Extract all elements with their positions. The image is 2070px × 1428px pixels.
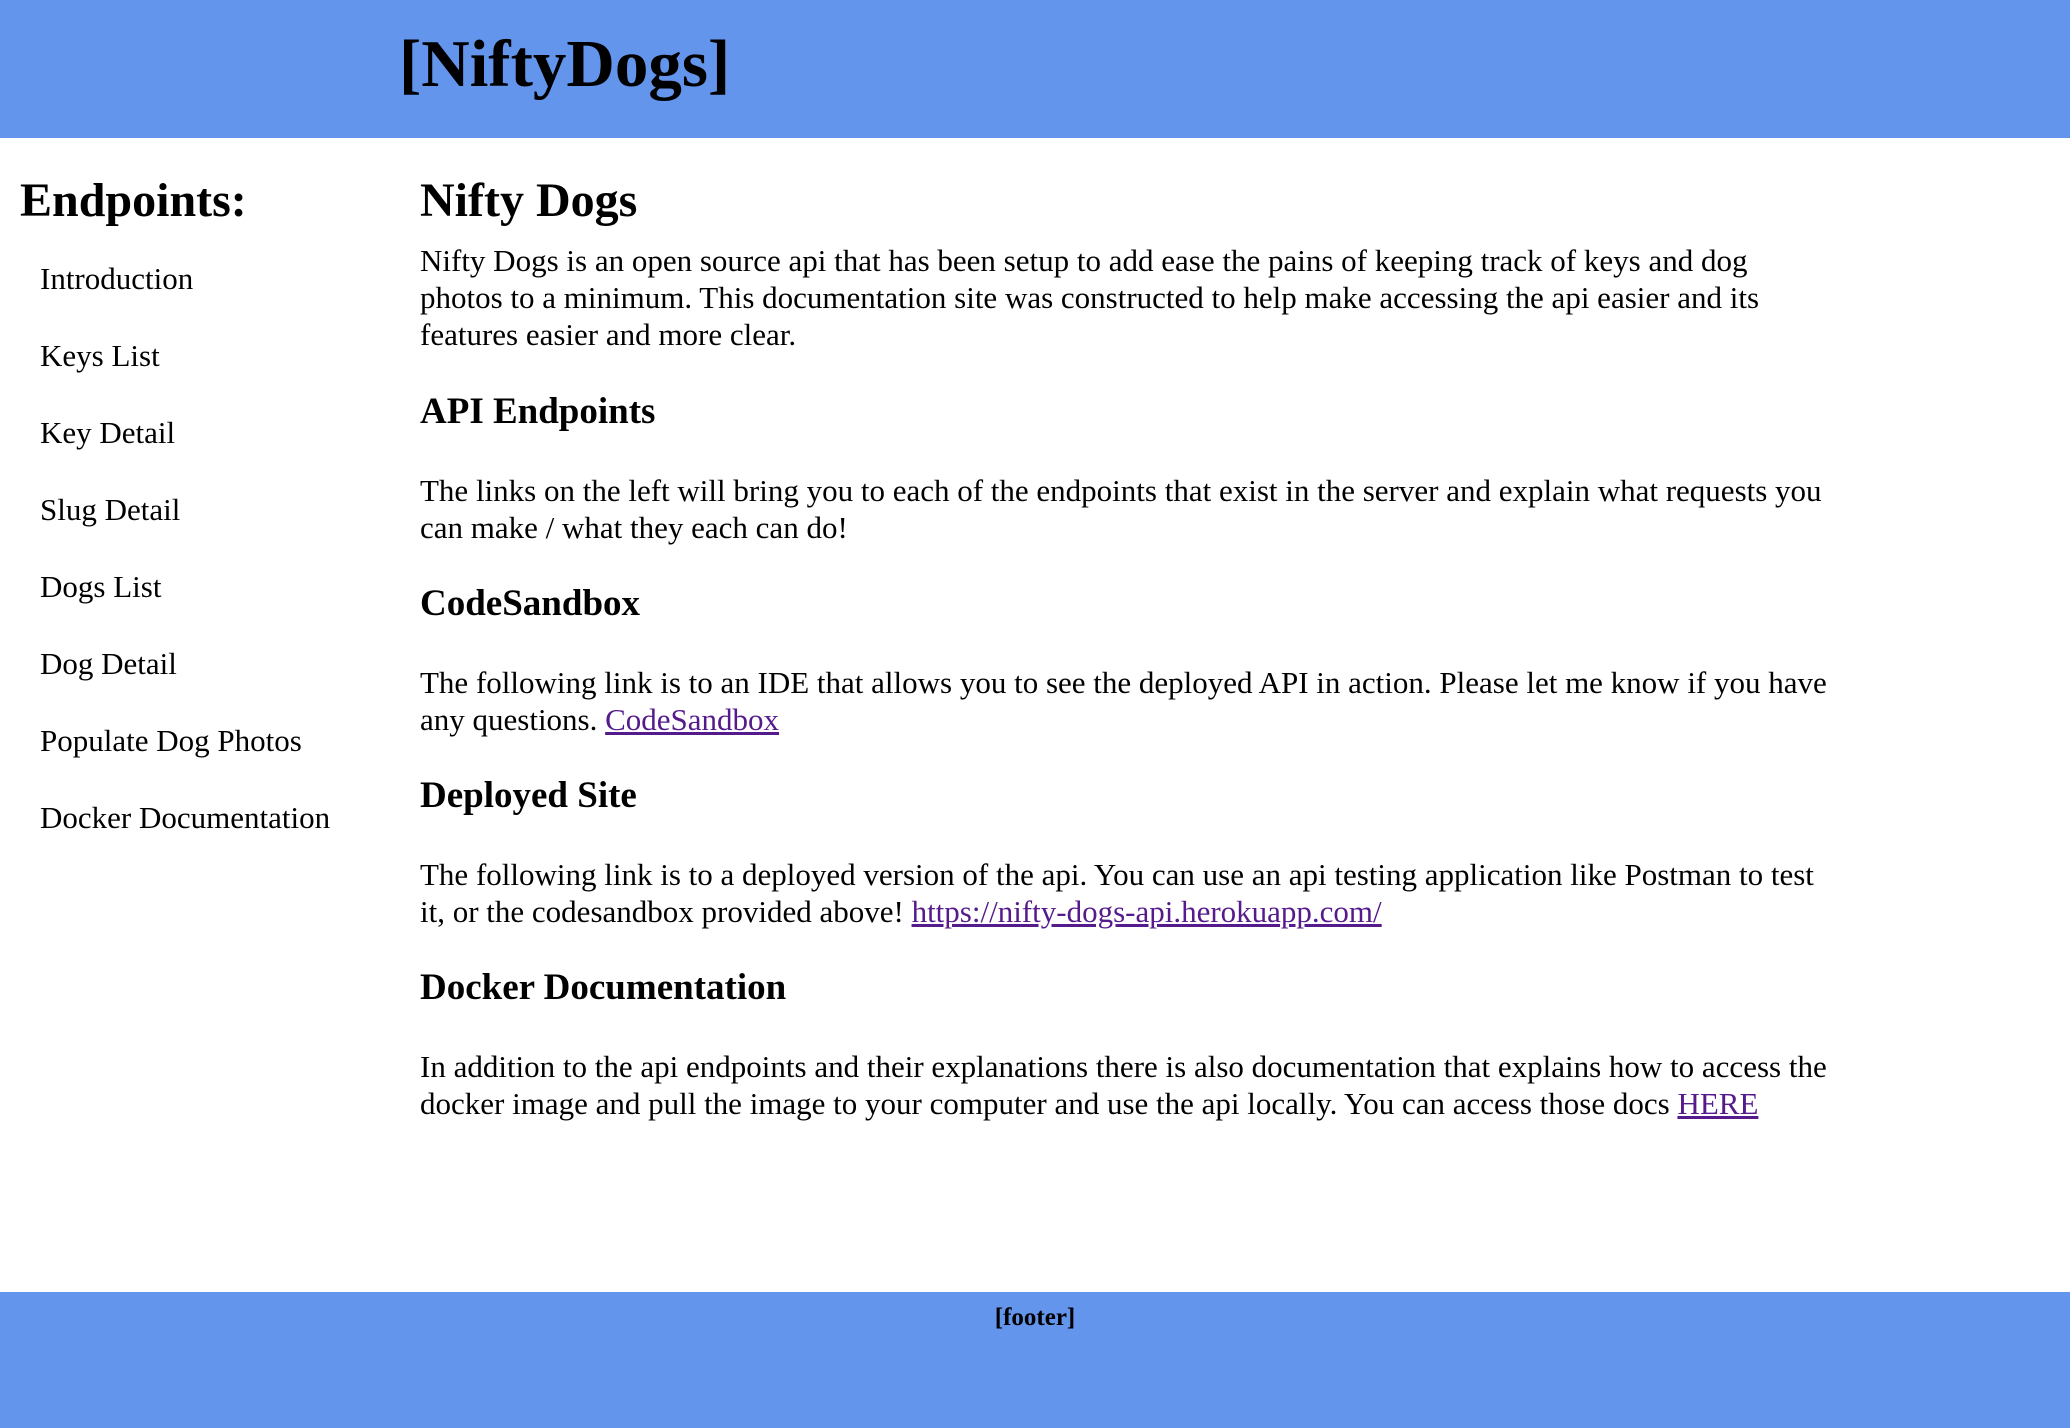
- section-text-codesandbox: [420, 664, 1830, 738]
- section-heading-deployed-site: Deployed Site: [420, 775, 637, 816]
- section-text-deployed-site: [420, 856, 1830, 930]
- section-text: In addition to the api endpoints and their explanations there is also documentation that explains how to access the docker image and pull the image to your computer and use the api locally. You can access those docs: [420, 1049, 1827, 1121]
- section-text-api-endpoints: [420, 472, 1830, 546]
- footer-text: [footer]: [994, 1304, 1076, 1331]
- sidebar-item-dog-detail[interactable]: Dog Detail: [40, 646, 177, 681]
- page-title: Nifty Dogs: [420, 174, 638, 227]
- section-heading-docker-documentation: Docker Documentation: [420, 967, 787, 1008]
- section-heading-api-endpoints: API Endpoints: [420, 391, 656, 432]
- section-heading-codesandbox: CodeSandbox: [420, 583, 641, 624]
- sidebar-item-docker-documentation[interactable]: Docker Documentation: [40, 800, 331, 835]
- sidebar-item-key-detail[interactable]: Key Detail: [40, 415, 176, 450]
- sidebar-item-populate-dog-photos[interactable]: Populate Dog Photos: [40, 723, 302, 758]
- sidebar-item-dogs-list[interactable]: Dogs List: [40, 569, 162, 604]
- site-logo[interactable]: [NiftyDogs]: [399, 27, 731, 101]
- sidebar-item-keys-list[interactable]: Keys List: [40, 338, 160, 373]
- sidebar: [20, 172, 400, 835]
- site-footer: [0, 1292, 2070, 1428]
- intro-paragraph: Nifty Dogs is an open source api that has been setup to add ease the pains of keeping track of keys and dog photos to a minimum. This documentation site was constructed to help make accessing the api easier and its features easier and more clear.: [420, 243, 1760, 352]
- sidebar-item-introduction[interactable]: Introduction: [40, 261, 194, 296]
- sidebar-title: Endpoints:: [20, 174, 247, 227]
- docker-docs-here-link[interactable]: HERE: [1677, 1086, 1759, 1121]
- codesandbox-link[interactable]: CodeSandbox: [605, 702, 780, 737]
- site-header: [0, 0, 2070, 138]
- section-text: The links on the left will bring you to each of the endpoints that exist in the server and explain what requests you can make / what they each can do!: [420, 473, 1822, 545]
- sidebar-item-slug-detail[interactable]: Slug Detail: [40, 492, 181, 527]
- section-text: The following link is to a deployed version of the api. You can use an api testing application like Postman to test it, or the codesandbox provided above!: [420, 857, 1814, 929]
- deployed-site-link[interactable]: https://nifty-dogs-api.herokuapp.com/: [911, 894, 1382, 929]
- section-text: The following link is to an IDE that allows you to see the deployed API in action. Please let me know if you have any questions.: [420, 665, 1827, 737]
- section-text-docker-documentation: [420, 1048, 1830, 1122]
